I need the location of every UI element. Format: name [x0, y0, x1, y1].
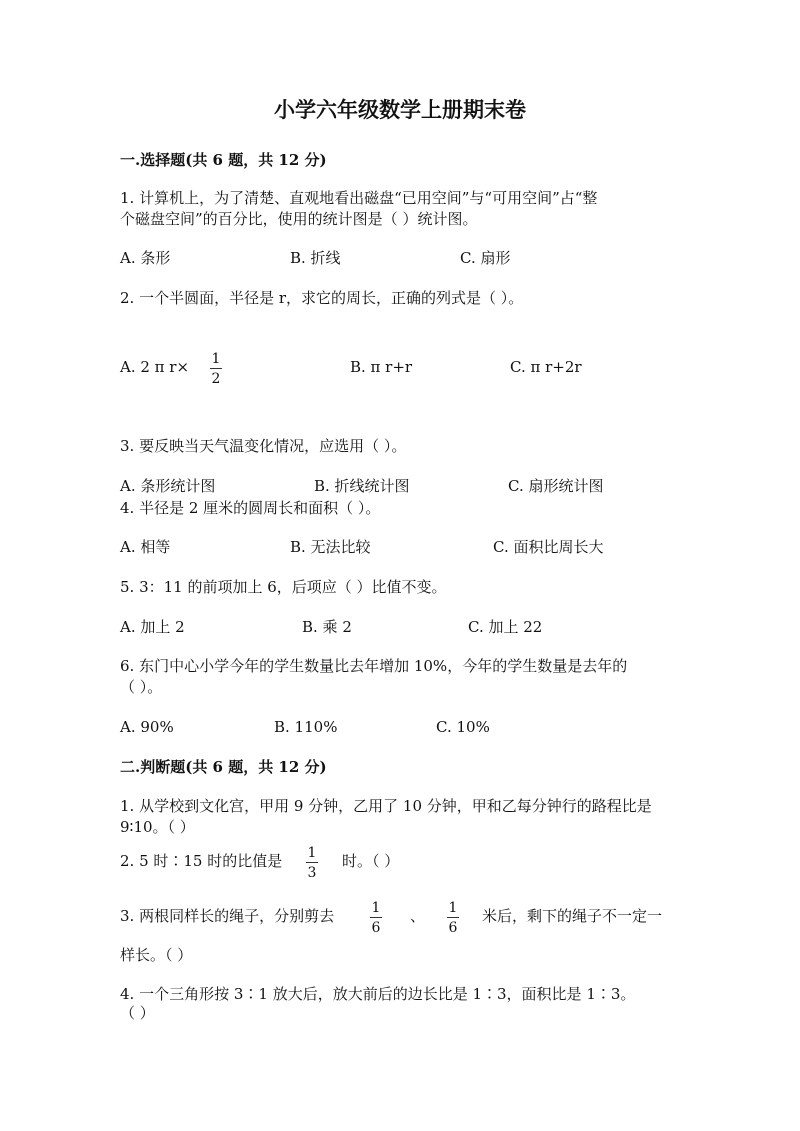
judge-3-text-line2: 样长。（ ）	[120, 946, 193, 964]
judge-1-text-line1: 1. 从学校到文化宫，甲用 9 分钟，乙用了 10 分钟，甲和乙每分钟行的路程比是	[120, 797, 652, 815]
fraction-denominator: 6	[371, 920, 381, 936]
question-6-text-line1: 6. 东门中心小学今年的学生数量比去年增加 10%，今年的学生数量是去年的	[120, 657, 628, 675]
judge-1-text-line2: 9∶10。（ ）	[120, 818, 195, 836]
fraction-bar	[210, 368, 222, 369]
question-2-text: 2. 一个半圆面，半径是 r，求它的周长，正确的列式是（ ）。	[120, 289, 524, 307]
judge-3-separator: 、	[410, 907, 426, 925]
question-6-option-a: A. 90%	[120, 718, 174, 736]
question-4-option-a: A. 相等	[120, 538, 171, 556]
judge-2-text-post: 时。（ ）	[342, 852, 400, 870]
question-5-option-c: C. 加上 22	[468, 618, 543, 636]
question-2-option-a: A. 2 π r×	[120, 358, 190, 376]
question-6-option-b: B. 110%	[274, 718, 338, 736]
question-1-text-line1: 1. 计算机上，为了清楚、直观地看出磁盘“已用空间”与“可用空间”占“整	[120, 189, 598, 207]
question-1-option-a: A. 条形	[120, 249, 171, 267]
fraction-numerator: 1	[448, 900, 458, 916]
fraction-denominator: 3	[307, 865, 317, 881]
question-4-option-b: B. 无法比较	[290, 538, 371, 556]
judge-3-fraction-2	[446, 900, 460, 936]
question-1-option-c: C. 扇形	[460, 249, 511, 267]
judge-3-fraction-1	[369, 900, 383, 936]
fraction-bar	[306, 862, 318, 863]
question-3-option-b: B. 折线统计图	[314, 477, 410, 495]
section-1-heading: 一.选择题(共 6 题，共 12 分)	[120, 151, 327, 169]
question-3-option-a: A. 条形统计图	[120, 477, 216, 495]
judge-4-text-line1: 4. 一个三角形按 3∶1 放大后，放大前后的边长比是 1∶3，面积比是 1∶3。	[120, 985, 636, 1003]
question-6-text-line2: （ ）。	[120, 678, 163, 696]
judge-3-text-post: 米后，剩下的绳子不一定一	[482, 907, 663, 925]
question-2-option-c: C. π r+2r	[510, 358, 582, 376]
fraction-bar	[370, 917, 382, 918]
judge-4-text-line2: （ ）	[120, 1004, 155, 1022]
question-5-text: 5. 3：11 的前项加上 6，后项应（ ）比值不变。	[120, 578, 447, 596]
judge-3-text-pre: 3. 两根同样长的绳子，分别剪去	[120, 907, 335, 925]
question-6-option-c: C. 10%	[436, 718, 490, 736]
judge-2-text-pre: 2. 5 时∶15 时的比值是	[120, 852, 283, 870]
question-3-option-c: C. 扇形统计图	[508, 477, 604, 495]
fraction-numerator: 1	[371, 900, 381, 916]
fraction-bar	[447, 917, 459, 918]
question-2-fraction	[209, 351, 223, 387]
fraction-denominator: 6	[448, 920, 458, 936]
fraction-numerator: 1	[211, 351, 221, 367]
question-3-text: 3. 要反映当天气温变化情况，应选用（ ）。	[120, 437, 407, 455]
fraction-numerator: 1	[307, 845, 317, 861]
page-title: 小学六年级数学上册期末卷	[274, 97, 526, 122]
judge-2-fraction	[305, 845, 319, 881]
question-5-option-b: B. 乘 2	[302, 618, 352, 636]
question-2-option-b: B. π r+r	[350, 358, 413, 376]
question-1-option-b: B. 折线	[290, 249, 341, 267]
question-4-option-c: C. 面积比周长大	[493, 538, 604, 556]
fraction-denominator: 2	[211, 371, 221, 387]
question-5-option-a: A. 加上 2	[120, 618, 185, 636]
question-4-text: 4. 半径是 2 厘米的圆周长和面积（ ）。	[120, 499, 381, 517]
section-2-heading: 二.判断题(共 6 题，共 12 分)	[120, 758, 327, 776]
question-1-text-line2: 个磁盘空间”的百分比，使用的统计图是（ ）统计图。	[120, 210, 478, 228]
